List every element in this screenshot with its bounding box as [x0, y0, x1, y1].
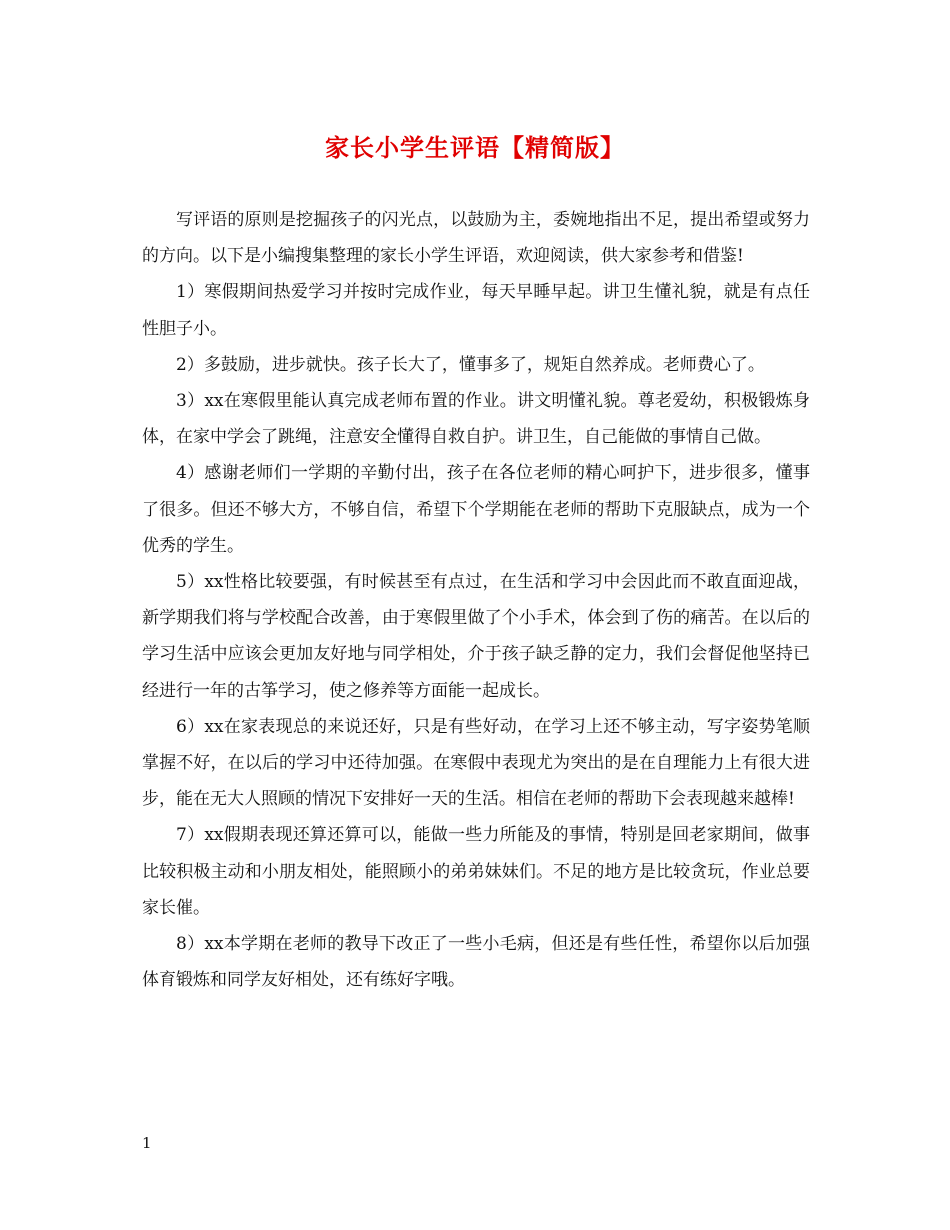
comment-paragraph-3: 3）xx在寒假里能认真完成老师布置的作业。讲文明懂礼貌。尊老爱幼，积极锻炼身体，在家中学会了跳绳，注意安全懂得自救自护。讲卫生，自己能做的事情自己做。 [142, 391, 810, 448]
comment-paragraph-7: 7）xx假期表现还算还算可以，能做一些力所能及的事情，特别是回老家期间，做事比较积极主动和小朋友相处，能照顾小的弟弟妹妹们。不足的地方是比较贪玩，作业总要家长催。 [142, 825, 810, 918]
comment-paragraph-5: 5）xx性格比较要强，有时候甚至有点过，在生活和学习中会因此而不敢直面迎战，新学期我们将与学校配合改善，由于寒假里做了个小手术，体会到了伤的痛苦。在以后的学习生活中应该会更加友好地与同学相处，介于孩子缺乏静的定力，我们会督促他坚持已经进行一年的古筝学习，使之修养等方面能一起成长。 [142, 572, 810, 701]
page-number: 1 [142, 1134, 152, 1152]
comment-paragraph-6: 6）xx在家表现总的来说还好，只是有些好动，在学习上还不够主动，写字姿势笔顺掌握不好，在以后的学习中还待加强。在寒假中表现尤为突出的是在自理能力上有很大进步，能在无大人照顾的情况下安排好一天的生活。相信在老师的帮助下会表现越来越棒! [142, 716, 810, 810]
comment-paragraph-8: 8）xx本学期在老师的教导下改正了一些小毛病，但还是有些任性，希望你以后加强体育锻炼和同学友好相处，还有练好字哦。 [142, 934, 810, 991]
intro-paragraph: 写评语的原则是挖掘孩子的闪光点，以鼓励为主，委婉地指出不足，提出希望或努力的方向。以下是小编搜集整理的家长小学生评语，欢迎阅读，供大家参考和借鉴! [142, 210, 810, 267]
document-title: 家长小学生评语【精简版】 [325, 133, 625, 162]
comment-paragraph-1: 1）寒假期间热爱学习并按时完成作业，每天早睡早起。讲卫生懂礼貌，就是有点任性胆子小。 [142, 282, 810, 339]
document-body [142, 202, 810, 998]
comment-paragraph-2: 2）多鼓励，进步就快。孩子长大了，懂事多了，规矩自然养成。老师费心了。 [176, 354, 765, 375]
comment-paragraph-4: 4）感谢老师们一学期的辛勤付出，孩子在各位老师的精心呵护下，进步很多，懂事了很多。但还不够大方，不够自信，希望下个学期能在老师的帮助下克服缺点，成为一个优秀的学生。 [142, 463, 810, 556]
